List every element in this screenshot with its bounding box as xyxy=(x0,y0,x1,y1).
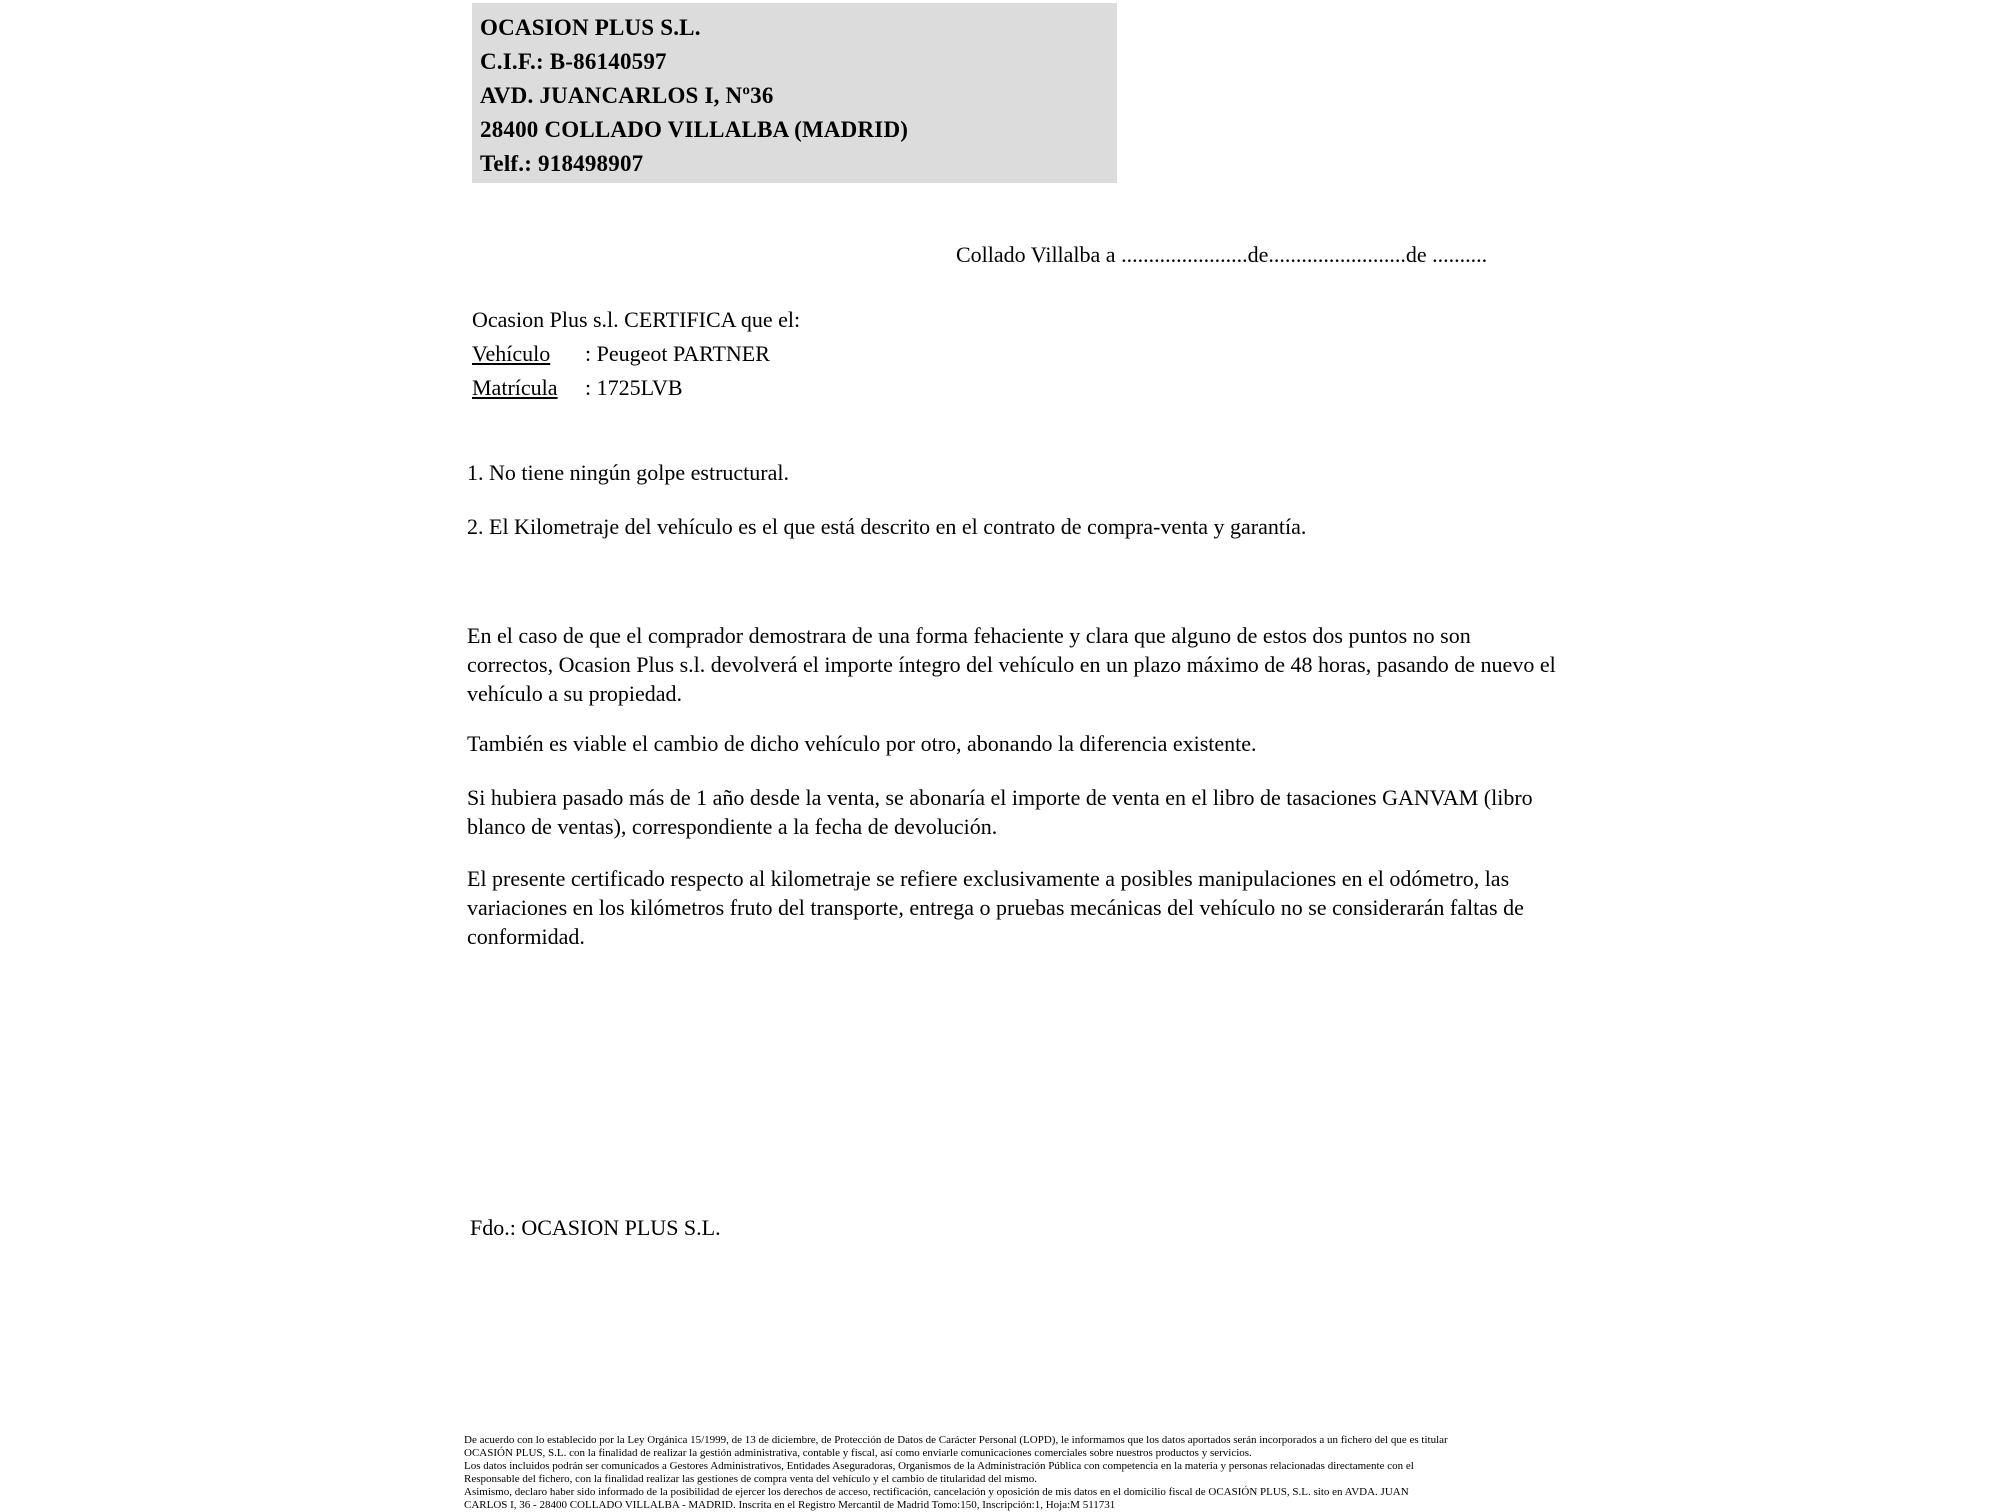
plate-value: : 1725LVB xyxy=(585,375,683,400)
company-phone: Telf.: 918498907 xyxy=(480,151,644,176)
footer-line: Los datos incluidos podrán ser comunicados a Gestores Administrativos, Entidades Aseguradoras, Organismos de la Administración Pública con competencia en la materia y personas relacionadas directamente con el xyxy=(464,1460,1414,1472)
date-line: Collado Villalba a .......................de.........................de .......... xyxy=(956,242,1488,267)
vehicle-label: Vehículo xyxy=(472,341,551,366)
plate-row xyxy=(472,371,800,405)
footer-line: Asimismo, declaro haber sido informado de la posibilidad de ejercer los derechos de acceso, rectificación, cancelación y oposición de mis datos en el domicilio fiscal de OCASIÓN PLUS, S.L. sito en AVDA. JUAN xyxy=(464,1486,1409,1498)
company-name: OCASION PLUS S.L. xyxy=(480,15,701,40)
vehicle-row xyxy=(472,337,800,371)
footer-line: De acuerdo con lo establecido por la Ley Orgánica 15/1999, de 13 de diciembre, de Protección de Datos de Carácter Personal (LOPD), le informamos que los datos aportados serán incorporados a un fichero del que es titular xyxy=(464,1434,1448,1446)
legal-footer xyxy=(464,1434,1574,1512)
company-address: AVD. JUANCARLOS I, Nº36 xyxy=(480,83,774,108)
plate-label: Matrícula xyxy=(472,375,558,400)
signature-line: Fdo.: OCASION PLUS S.L. xyxy=(470,1215,721,1240)
paragraph-refund: En el caso de que el comprador demostrara de una forma fehaciente y clara que alguno de estos dos puntos no son correctos, Ocasion Plus s.l. devolverá el importe íntegro del vehículo en un plazo máximo de 48 horas, pasando de nuevo el vehículo a su propiedad. xyxy=(467,623,1556,706)
statement-1: 1. No tiene ningún golpe estructural. xyxy=(467,460,789,485)
vehicle-value: : Peugeot PARTNER xyxy=(585,341,770,366)
certify-intro: Ocasion Plus s.l. CERTIFICA que el: xyxy=(472,307,801,332)
footer-line: Responsable del fichero, con la finalidad realizar las gestiones de compra venta del vehículo y el cambio de titularidad del mismo. xyxy=(464,1473,1038,1485)
company-header-block xyxy=(472,3,1117,183)
statement-2: 2. El Kilometraje del vehículo es el que está descrito en el contrato de compra-venta y garantía. xyxy=(467,514,1307,539)
company-cif: C.I.F.: B-86140597 xyxy=(480,49,667,74)
paragraph-exchange: También es viable el cambio de dicho vehículo por otro, abonando la diferencia existente. xyxy=(467,731,1257,756)
paragraph-odometer: El presente certificado respecto al kilometraje se refiere exclusivamente a posibles manipulaciones en el odómetro, las variaciones en los kilómetros fruto del transporte, entrega o pruebas mecánicas del vehículo no se considerarán faltas de conformidad. xyxy=(467,866,1524,949)
footer-line: OCASIÓN PLUS, S.L. con la finalidad de realizar la gestión administrativa, contable y fiscal, así como enviarle comunicaciones comerciales sobre nuestros productos y servicios. xyxy=(464,1447,1252,1459)
company-city: 28400 COLLADO VILLALBA (MADRID) xyxy=(480,117,909,142)
certify-block xyxy=(472,303,800,405)
paragraph-ganvam: Si hubiera pasado más de 1 año desde la venta, se abonaría el importe de venta en el libro de tasaciones GANVAM (libro blanco de ventas), correspondiente a la fecha de devolución. xyxy=(467,785,1533,839)
footer-line: CARLOS I, 36 - 28400 COLLADO VILLALBA - MADRID. Inscrita en el Registro Mercantil de Madrid Tomo:150, Inscripción:1, Hoja:M 511731 xyxy=(464,1499,1116,1511)
